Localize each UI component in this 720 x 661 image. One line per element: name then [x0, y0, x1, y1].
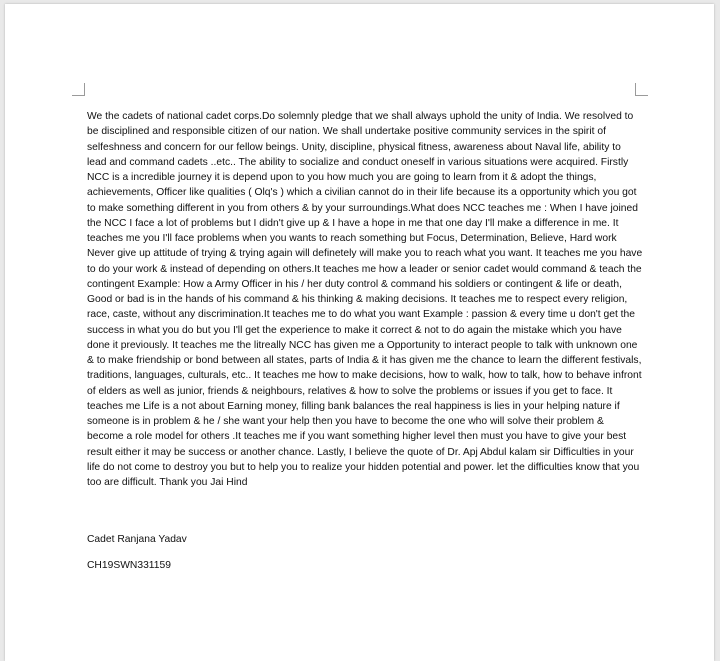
pledge-body-paragraph: We the cadets of national cadet corps.Do solemnly pledge that we shall always uphold the unity of India. We resolved to be disciplined and responsible citizen of our nation. We shall undertake positive community services in the spirit of selfeshness and concern for our fellow beings. Unity, discipline, physical fitness, awareness about Naval life, ability to lead and command cadets ..etc.. The ability to socialize and conduct oneself in various situations were acquired. Firstly NCC is a incredible journey it is depend upon to you how much you are going to learn from it & adopt the things, achievements, Officer like qualities ( Olq's ) which a civilian cannot do in their life because its a opportunity which you got to make something different in you from others & by your surroundings.What does NCC teaches me : When I have joined the NCC I face a lot of problems but I didn't give up & I have a hope in me that one day I'll make a difference in me. It teaches me you I'll face problems when you wants to reach something but Focus, Determination, Believe, Hard work Never give up attitude of trying & trying again will definetely will make you to reach what you want. It teaches me you have to do your work & instead of depending on others.It teaches me how a leader or senior cadet would command & teach the contingent Example: How a Army Officer in his / her duty control & command his soldiers or contingent & life or death, Good or bad is in the hands of his command & his thinking & making decisions. It teaches me to respect every religion, race, caste, without any discrimination.It teaches me to do what you want Example : passion & every time u don't get the success in what you do but you I'll get the experience to make it correct & not to do again the mistake which you have done it previously. It teaches me the litreally NCC has given me a Opportunity to interact people to talk with unknown one & to make friendship or bond between all states, parts of India & it has given me the chance to learn the different festivals, traditions, languages, culturals, etc.. It teaches me how to make decisions, how to walk, how to talk, how to behave infront of elders as well as junior, friends & neighbours, relatives & how to solve the problems or issues if you get to face. It teaches me Life is a not about Earning money, filling bank balances the real happiness is lies in your helping nature if someone is in problem & he / she want your help then you have to become the one who will solve their problem & become a role model for others .It teaches me if you want something higher level then must you have to give your best result either it may be success or another chance. Lastly, I believe the quote of Dr. Apj Abdul kalam sir Difficulties in your life do not come to destroy you but to help you to realize your hidden potential and power. let the difficulties know that you too are difficult. Thank you Jai Hind	[87, 111, 643, 488]
document-page	[5, 4, 714, 661]
margin-corner-top-left	[72, 83, 85, 96]
cadet-id: CH19SWN331159	[87, 560, 171, 571]
margin-corner-top-right	[635, 83, 648, 96]
signature-name: Cadet Ranjana Yadav	[87, 534, 187, 545]
